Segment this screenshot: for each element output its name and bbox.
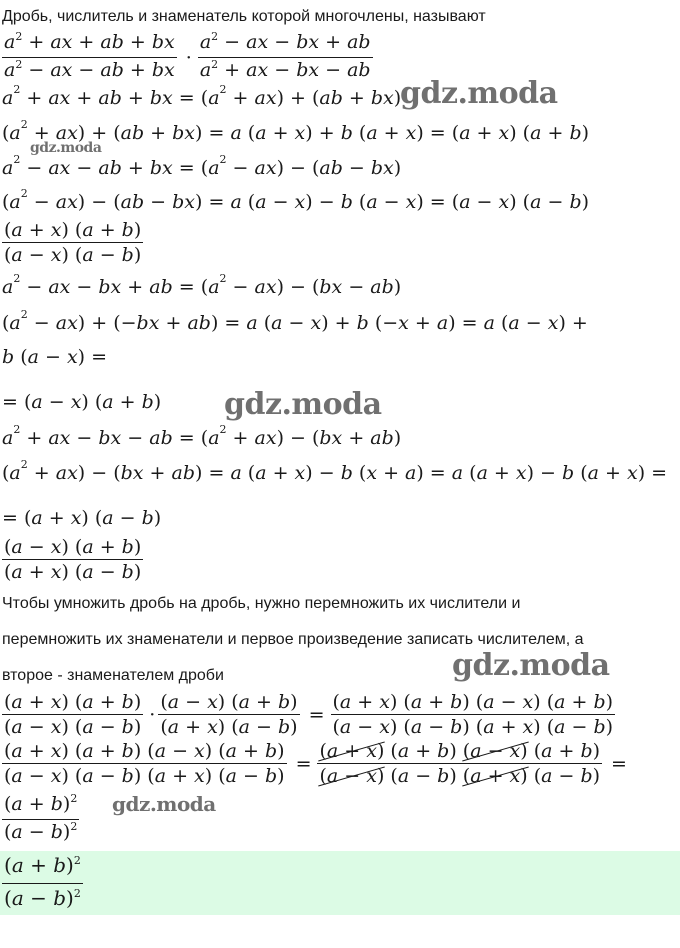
watermark-logo: gdz.moda [224,387,382,422]
rule-text-line-2: перемножить их знаменатели и первое произведение записать числителем, а [2,631,584,648]
watermark-logo: gdz.moda [452,648,610,683]
math-line: a $^2$ − ax − bx + ab = ( a $^2$ − ax ) − ( bx − ab ) [2,272,402,298]
math-result: $\frac{(a + b)^2}{(a - b)^2}$ [4,792,78,843]
math-original-product: $\frac{a^2 + ax + ab + bx}{a^2 - ax - ab + bx}$ · $\frac{a^2 - ax - bx + ab}{a^2 + ax - bx - ab}$ [4,30,371,81]
math-line: ( a $^2$ − ax ) − ( ab − bx ) = a ( a − x ) − b ( a − x ) = ( a − x ) ( a − b ) [2,187,590,213]
math-line: = ( a + x ) ( a − b ) [2,507,162,529]
math-answer: $\frac{(a + b)^2}{(a - b)^2}$ [4,853,81,910]
math-line: a $^2$ + ax − bx − ab = ( a $^2$ + ax ) − ( bx + ab ) [2,423,402,449]
watermark-logo: gdz.moda [30,140,102,156]
intro-text: Дробь, числитель и знаменатель которой многочлены, называют [2,8,486,25]
math-fraction: $\frac{(a + x) (a + b)}{(a - x) (a - b)}$ [4,219,142,266]
math-cancel-line: $\frac{(a + x) (a + b) (a - x) (a + b)}{(a - x) (a - b) (a + x) (a - b)}$ = $\frac{(a + x) (a + b) (a - x) (a + b)}{(a - x) (a - b) (a + x) (a - b)}$ = [4,740,627,787]
watermark-logo: gdz.moda [400,76,558,111]
rule-text-line-1: Чтобы умножить дробь на дробь, нужно перемножить их числители и [2,595,521,612]
math-line: ( a $^2$ − ax ) + (− bx + ab ) = a ( a − x ) + b (− x + a ) = a ( a − x ) + [2,308,588,334]
math-line: = ( a − x ) ( a + b ) [2,391,162,413]
math-line: a $^2$ − ax − ab + bx = ( a $^2$ − ax ) − ( ab − bx ) [2,153,402,179]
math-line: a $^2$ + ax + ab + bx = ( a $^2$ + ax ) + ( ab + bx ) [2,83,402,109]
math-line: b ( a − x ) = [2,346,108,368]
watermark-logo: gdz.moda [112,792,216,816]
answer-highlight [0,851,680,915]
math-line: ( a $^2$ + ax ) + ( ab + bx ) = a ( a + x ) + b ( a + x ) = ( a + x ) ( a + b ) [2,118,590,144]
math-fraction: $\frac{(a - x) (a + b)}{(a + x) (a - b)}$ [4,536,142,583]
math-product-line: $\frac{(a + x) (a + b)}{(a - x) (a - b)}$ · $\frac{(a - x) (a + b)}{(a + x) (a - b)}$ = $\frac{(a + x) (a + b) (a - x) (a + b)}{(a - x) (a - b) (a + x) (a - b)}$ [4,691,614,738]
math-line: ( a $^2$ + ax ) − ( bx + ab ) = a ( a + x ) − b ( x + a ) = a ( a + x ) − b ( a + x ) = [2,458,668,484]
rule-text-line-3: второе - знаменателем дроби [2,667,224,684]
